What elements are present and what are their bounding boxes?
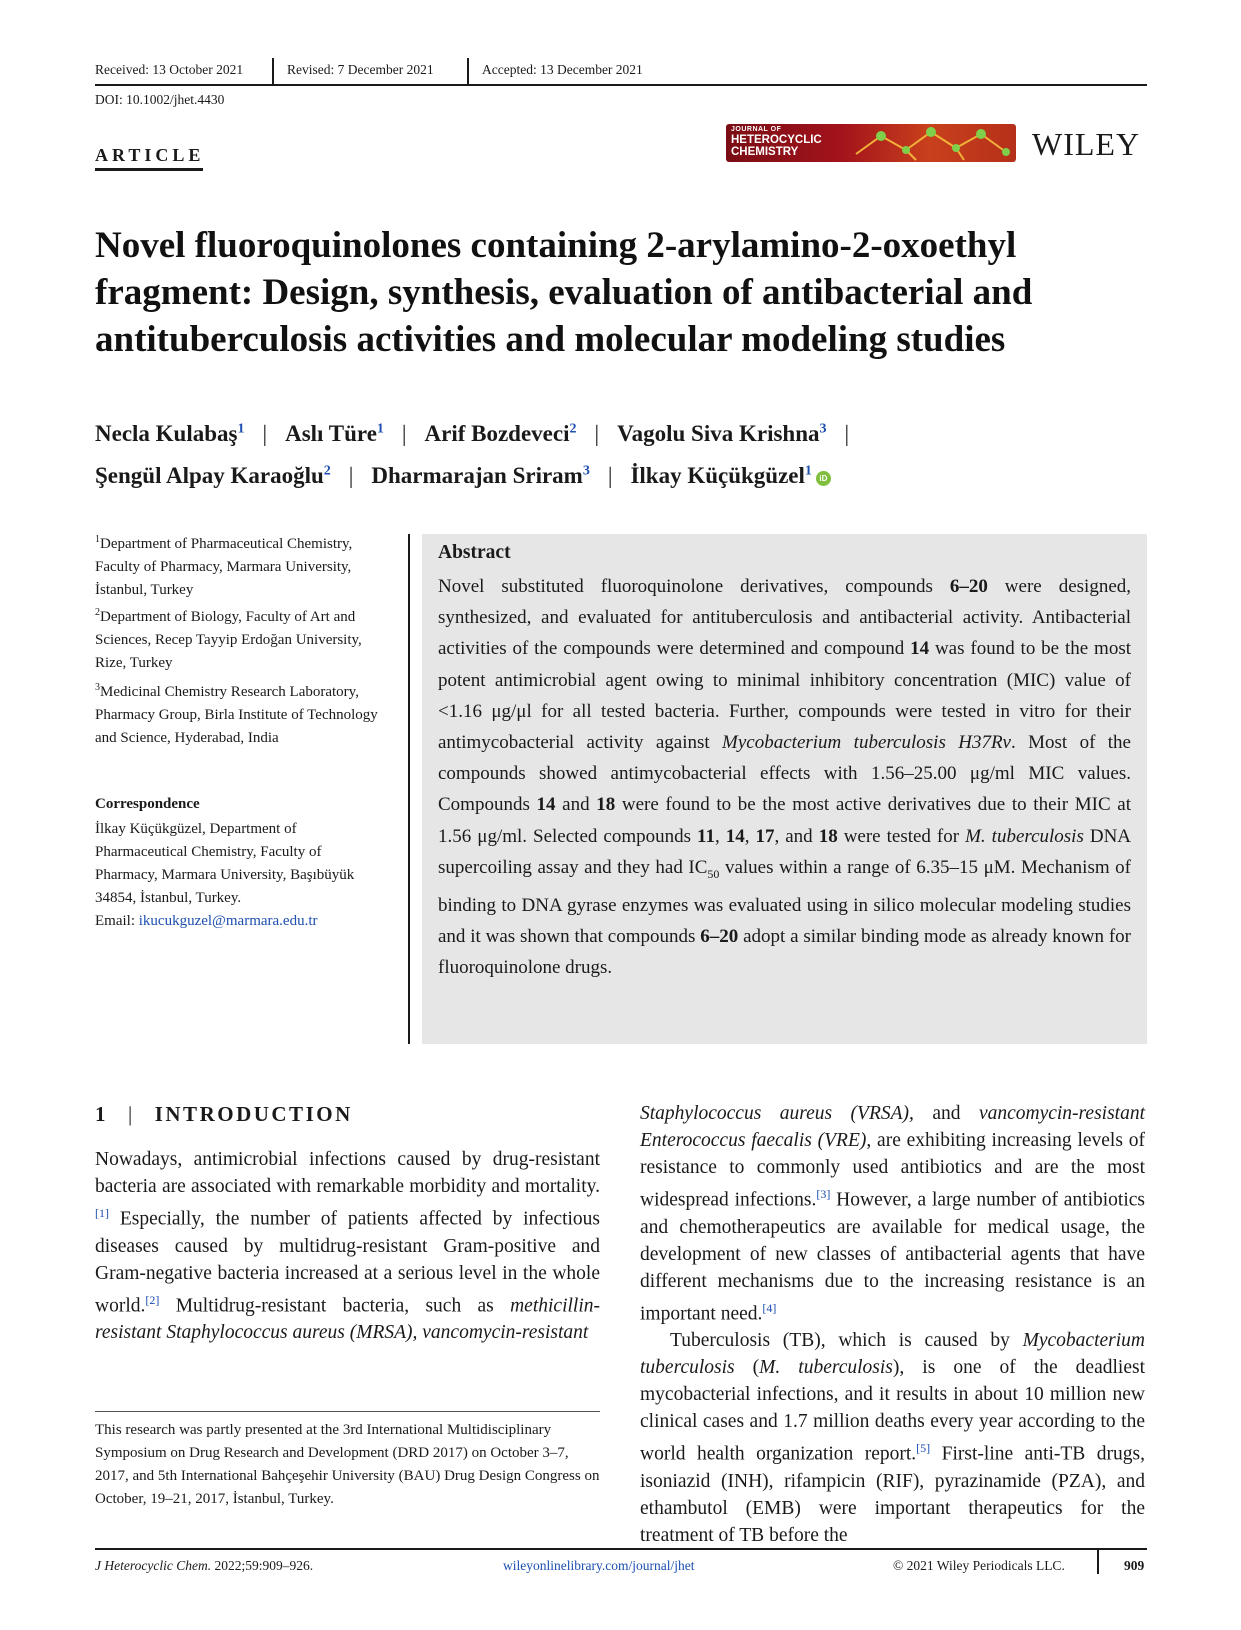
revised-date: Revised: 7 December 2021 <box>287 62 434 77</box>
abstract-divider <box>408 534 410 1044</box>
author[interactable]: Vagolu Siva Krishna$^3$ <box>617 420 827 446</box>
correspondence-heading: Correspondence <box>95 796 200 812</box>
author[interactable]: Şengül Alpay Karaoğlu$^2$ <box>95 463 331 489</box>
journal-logo-title <box>731 134 822 158</box>
separator: | <box>607 463 613 489</box>
footer-url-link[interactable]: wileyonlinelibrary.com/journal/jhet <box>503 1558 695 1573</box>
footer-divider <box>1097 1548 1099 1574</box>
received-date: Received: 13 October 2021 <box>95 62 244 77</box>
affiliation-1: $^1$Department of Pharmaceutical Chemistry, Faculty of Pharmacy, Marmara University, İstanbul, Turkey <box>95 534 353 598</box>
article-type-underline <box>95 168 203 171</box>
correspondence-body: İlkay Küçükgüzel, Department of Pharmaceutical Chemistry, Faculty of Pharmacy, Marmara University, Başıbüyük 34854, İstanbul, Turkey. Email: ikucukguzel@marmara.edu.tr <box>95 821 355 929</box>
footer-rule <box>95 1548 1147 1550</box>
footer-citation: J Heterocyclic Chem. 2022;59:909–926. <box>95 1558 314 1573</box>
intro-right-paragraph-2: Tuberculosis (TB), which is caused by Mycobacterium tuberculosis (M. tuberculosis), is one of the deadliest mycobacterial infections, and it results in about 10 million new clinical cases and 1.7 million deaths every year according to the world health organization report.[5] First-line anti-TB drugs, isoniazid (INH), rifampicin (RIF), pyrazinamide (PZA), and ethambutol (EMB) were important therapeutics for the treatment of TB before the <box>640 1330 1146 1546</box>
author[interactable]: Aslı Türe$^1$ <box>285 420 384 446</box>
article-type-label: ARTICLE <box>95 145 205 165</box>
separator: | <box>401 420 407 446</box>
author-list <box>95 410 1155 495</box>
article-title: Novel fluoroquinolones containing 2-arylamino-2-oxoethyl fragment: Design, synthesis, evaluation of antibacterial and antituberculosis activities and molecular modeling studies <box>95 225 1033 360</box>
journal-logo[interactable] <box>726 124 1016 162</box>
journal-logo-small-text: JOURNAL OF <box>731 126 782 133</box>
author-line-1 <box>95 410 1155 453</box>
publisher-logo[interactable]: WILEY <box>1032 126 1141 162</box>
header-rule <box>95 84 1147 86</box>
citation-link[interactable]: [2] <box>145 1292 160 1307</box>
accepted-date: Accepted: 13 December 2021 <box>482 62 643 77</box>
footnote: This research was partly presented at the 3rd International Multidisciplinary Symposium on Drug Research and Development (DRD 2017) on October 3–7, 2017, and 5th International Bahçeşehir University (BAU) Drug Design Congress on October, 19–21, 2017, İstanbul, Turkey. <box>95 1422 600 1507</box>
abstract-heading: Abstract <box>438 542 511 563</box>
abstract-text: Novel substituted fluoroquinolone derivatives, compounds 6–20 were designed, synthesized, and evaluated for antituberculosis and antibacterial activity. Antibacterial activities of the compounds were determined and compound 14 was found to be the most potent antimicrobial agent owing to minimal inhibitory concentration (MIC) value of <1.16 μg/μl for all tested bacteria. Further, compounds were tested in vitro for their antimycobacterial activity against Mycobacterium tuberculosis H37Rv. Most of the compounds showed antimycobacterial effects with 1.56–25.00 μg/ml MIC values. Compounds 14 and 18 were found to be the most active derivatives due to their MIC at 1.56 μg/ml. Selected compounds 11, 14, 17, and 18 were tested for M. tuberculosis DNA supercoiling assay and they had $IC_{50}$ values within a range of 6.35–15 μM. Mechanism of binding to DNA gyrase enzymes was evaluated using in silico molecular modeling studies and it was shown that compounds 6–20 adopt a similar binding mode as already known for fluoroquinolone drugs. <box>438 576 1132 979</box>
doi: DOI: 10.1002/jhet.4430 <box>95 92 225 107</box>
separator: | <box>262 420 268 446</box>
orcid-icon[interactable]: iD <box>816 471 831 486</box>
separator: | <box>844 420 850 446</box>
citation-link[interactable]: [5] <box>916 1441 931 1455</box>
page-number: 909 <box>1124 1558 1145 1573</box>
divider <box>467 58 469 84</box>
intro-left-paragraph: Nowadays, antimicrobial infections caused by drug-resistant bacteria are associated with remarkable morbidity and mortality.[1] Especially, the number of patients affected by infectious diseases caused by multidrug-resistant Gram-positive and Gram-negative bacteria increased at a serious level in the whole world.[2] Multidrug-resistant bacteria, such as methicillin-resistant Staphylococcus aureus (MRSA), vancomycin-resistant <box>95 1149 600 1343</box>
section-heading: 1 | INTRODUCTION <box>95 1102 353 1126</box>
author[interactable]: Dharmarajan Sriram$^3$ <box>371 463 590 489</box>
journal-logo-line1: HETEROCYCLIC <box>731 134 822 146</box>
intro-right-column <box>640 1100 1145 1549</box>
author[interactable]: Arif Bozdeveci$^2$ <box>424 420 577 446</box>
affiliation-2: $^2$Department of Biology, Faculty of Art and Sciences, Recep Tayyip Erdoğan University, Rize, Turkey <box>95 607 362 671</box>
citation-link[interactable]: [3] <box>816 1187 831 1201</box>
author[interactable]: İlkay Küçükgüzel$^1$ <box>630 463 812 489</box>
footnote-rule <box>95 1411 600 1412</box>
intro-right-paragraph-1: Staphylococcus aureus (VRSA), and vancomycin-resistant Enterococcus faecalis (VRE), are exhibiting increasing levels of resistance to commonly used antibiotics and are the most widespread infections.[3] However, a large number of antibiotics and chemotherapeutics are available for medical usage, the development of new classes of antibacterial agents that have different mechanisms due to the increasing resistance is an important need.[4] <box>640 1103 1146 1324</box>
affiliation-3: $^3$Medicinal Chemistry Research Laboratory, Pharmacy Group, Birla Institute of Technology and Science, Hyderabad, India <box>95 682 378 746</box>
separator: | <box>594 420 600 446</box>
separator: | <box>348 463 354 489</box>
molecule-graphic-icon <box>846 124 1016 162</box>
journal-logo-line2: CHEMISTRY <box>731 146 799 158</box>
author[interactable]: Necla Kulabaş$^1$ <box>95 420 245 446</box>
citation-link[interactable]: [4] <box>762 1300 777 1315</box>
history-dates <box>95 62 1147 84</box>
author-line-2 <box>95 453 1155 496</box>
email-link[interactable]: ikucukguzel@marmara.edu.tr <box>138 913 318 929</box>
footer-copyright: © 2021 Wiley Periodicals LLC. <box>893 1558 1065 1573</box>
citation-link[interactable]: [1] <box>95 1206 109 1220</box>
divider <box>272 58 274 84</box>
